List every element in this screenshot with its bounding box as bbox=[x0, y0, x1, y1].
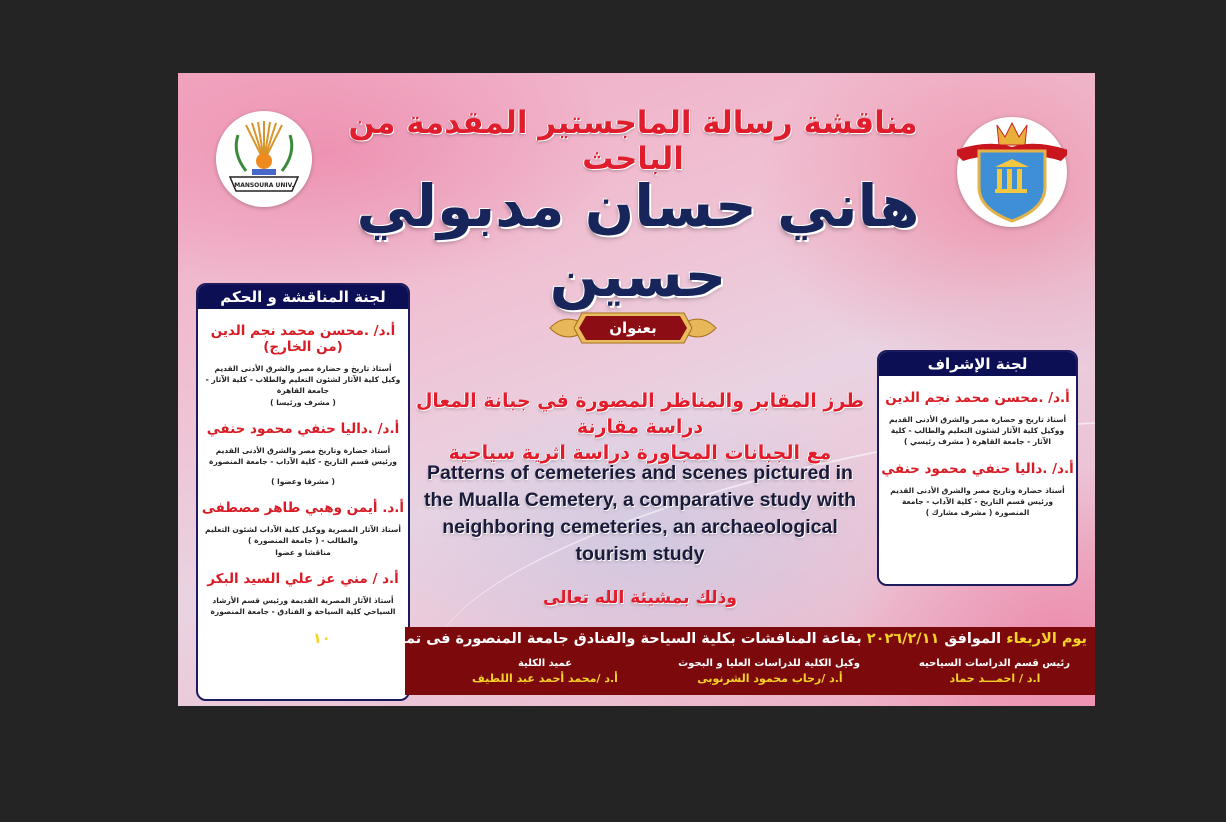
signatory-title: عميد الكلية bbox=[517, 658, 573, 669]
researcher-name: هاني حسان مدبولي حسين bbox=[356, 172, 920, 310]
thesis-title-ar-line-2: مع الجبانات المجاورة دراسة اثرية سياحية bbox=[448, 442, 832, 464]
defense-announcement-poster bbox=[178, 73, 1095, 706]
thesis-title-english: Patterns of cemeteries and scenes pictured in the Mualla Cemetery, a comparative study with neighboring cemeteries, an archaeological tourism study bbox=[423, 462, 857, 565]
title-badge-label: بعنوان bbox=[609, 319, 657, 337]
signatory-name: أ.د /محمد أحمد عبد اللطيف bbox=[472, 672, 618, 685]
signatory-vice-dean bbox=[680, 657, 860, 687]
thesis-title-ar-line-1: طرز المقابر والمناظر المصورة في جبانة المعال دراسة مقارنة bbox=[415, 390, 865, 438]
signatory-title: رئيس قسم الدراسات السياحيه bbox=[918, 658, 1070, 669]
event-details-footer bbox=[271, 627, 1095, 695]
committee-member bbox=[198, 323, 408, 407]
supervisor-name: أ.د/ .محسن محمد نجم الدين bbox=[885, 390, 1070, 406]
time-suffix: صباحاً bbox=[271, 631, 313, 647]
member-description: أستاذ حضارة وتاريخ مصر والشرق الأدنى القديم ورئيس قسم التاريخ - كلية الآداب - جامعة المنصورة bbox=[209, 446, 397, 466]
member-role: ( مشرفا وعضوا ) bbox=[271, 477, 335, 486]
committee-member bbox=[198, 500, 408, 557]
announcement-heading: مناقشة رسالة الماجستير المقدمة من الباحث bbox=[348, 105, 918, 177]
member-name: أ.د/ .داليا حنفي محمود حنفي bbox=[206, 421, 400, 437]
member-name: أ.د / مني عز علي السيد البكر bbox=[207, 571, 399, 587]
member-name: أ.د. أيمن وهبي طاهر مصطفى bbox=[201, 500, 405, 516]
member-name: أ.د/ .محسن محمد نجم الدين (من الخارج) bbox=[210, 323, 396, 355]
member-description: أستاذ الآثار المصرية القديمة ورئيس قسم الأرشاد السياحي كلية السياحة و الفنادق - جامعة المنصورة bbox=[210, 596, 396, 616]
signatory-name: ا.د / احمـــد حماد bbox=[949, 672, 1041, 685]
date-prefix: الموافق bbox=[944, 631, 1002, 647]
committee-member bbox=[198, 571, 408, 617]
event-venue: بقاعة المناقشات بكلية السياحة والفنادق جامعة المنصورة فى تمام الساعه bbox=[335, 631, 862, 647]
event-day: يوم الاربعاء bbox=[1006, 631, 1087, 647]
supervisor bbox=[879, 390, 1076, 447]
event-date-venue bbox=[272, 631, 1087, 647]
supervisor bbox=[879, 461, 1076, 518]
supervision-committee-panel bbox=[877, 350, 1078, 586]
event-date: ٢٠٢٦/٢/١١ bbox=[866, 631, 940, 647]
signatory-title: وكيل الكلية للدراسات العليا و البحوث bbox=[678, 658, 860, 669]
signatory-name: أ.د /رحاب محمود الشرنوبى bbox=[697, 672, 843, 685]
signatory-department-head bbox=[920, 657, 1070, 687]
member-role: مناقشا و عضوا bbox=[275, 548, 331, 557]
supervision-title: لجنة الإشراف bbox=[879, 352, 1076, 376]
member-role: ( مشرف ورئيسا ) bbox=[270, 398, 336, 407]
member-description: أستاذ الآثار المصرية ووكيل كلية الآداب لشئون التعليم والطالب - ( جامعة المنصورة ) bbox=[205, 525, 401, 545]
title-badge bbox=[548, 309, 718, 347]
member-description: أستاذ تاريخ و حضارة مصر والشرق الأدنى القديم وكيل كلية الآثار لشئون التعليم والطلاب - كلية الآثار - جامعة القاهرة bbox=[205, 364, 401, 395]
supervisor-description: أستاذ تاريخ و حضارة مصر والشرق الأدنى القديم ووكيل كلية الآثار لشئون التعليم والطالب - كلية الآثار - جامعة القاهرة ( مشرف رئيسي ) bbox=[888, 415, 1067, 446]
committee-member bbox=[198, 421, 408, 486]
signatory-dean bbox=[465, 657, 625, 687]
event-time: ١٠ bbox=[312, 631, 331, 647]
closing-phrase: وذلك بمشيئة الله تعالى bbox=[543, 588, 737, 608]
supervisor-description: أستاذ حضارة وتاريخ مصر والشرق الأدنى القديم ورئيس قسم التاريخ - كلية الآداب - جامعة المنصورة ( مشرف مشارك ) bbox=[890, 486, 1065, 517]
thesis-title-arabic bbox=[410, 388, 870, 466]
supervisor-name: أ.د/ .داليا حنفي محمود حنفي bbox=[881, 461, 1074, 477]
svg-text:MANSOURA UNIV.: MANSOURA UNIV. bbox=[234, 182, 294, 189]
committee-title: لجنة المناقشة و الحكم bbox=[198, 285, 408, 309]
